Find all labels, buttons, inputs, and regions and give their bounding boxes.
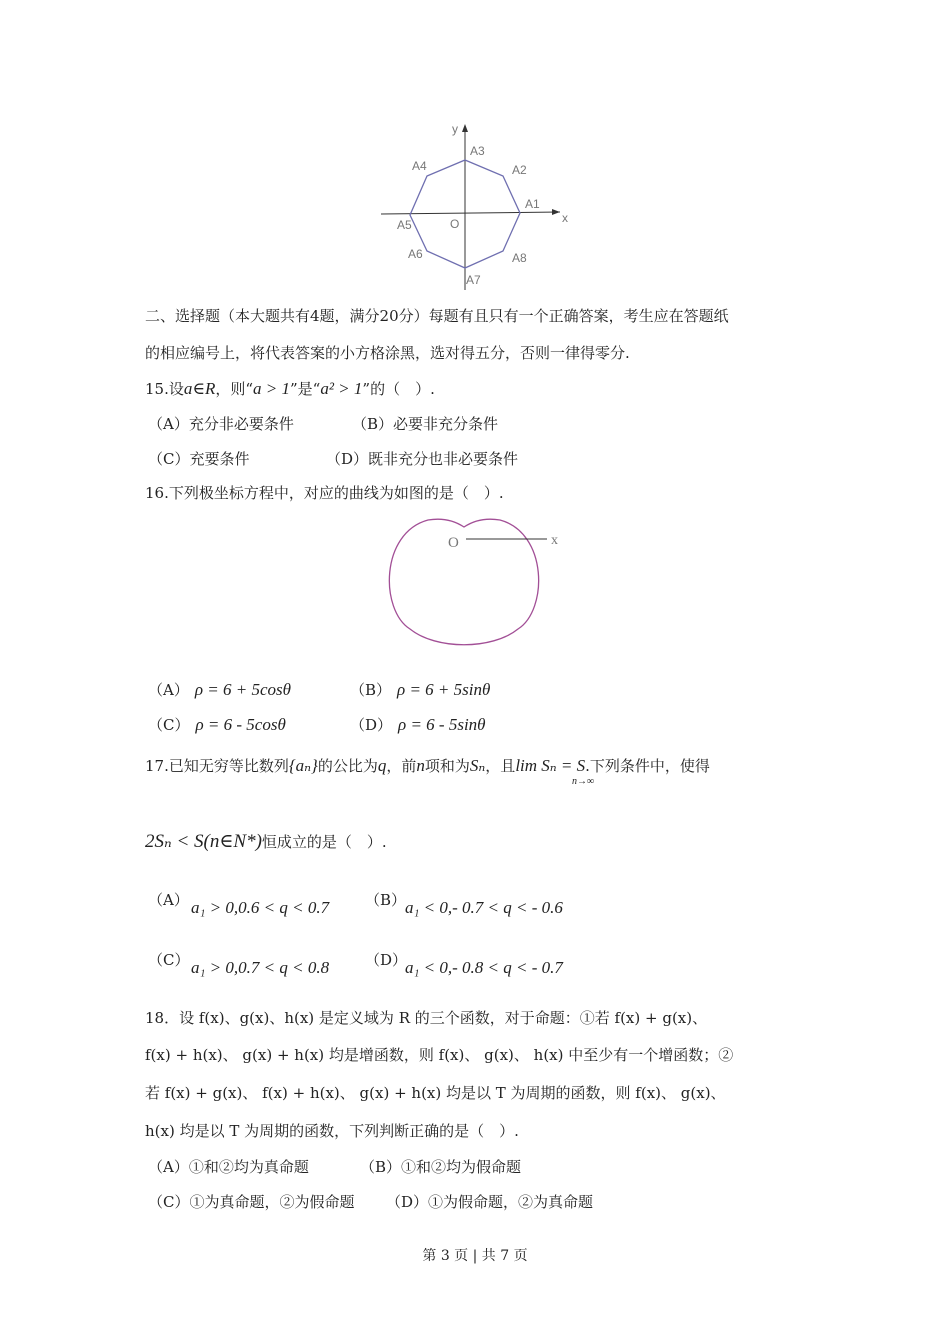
question-18-line2: f(x) + h(x)、 g(x) + h(x) 均是增函数，则 f(x)、 g(x)、 h(x) 中至少有一个增函数；② <box>145 1046 734 1064</box>
q17-option-a-label: （A） <box>148 891 189 909</box>
q18-option-b: （B）①和②均为假命题 <box>360 1158 522 1176</box>
question-15-stem: 15.设a∈R，则“a > 1”是“a² > 1”的（ ）. <box>145 379 435 398</box>
question-18-line4: h(x) 均是以 T 为周期的函数，下列判断正确的是（ ）. <box>145 1122 519 1140</box>
vertex-label-a6: A6 <box>408 247 423 261</box>
q16-option-c: （C） ρ = 6 - 5cosθ <box>148 715 286 734</box>
section-header-line2: 的相应编号上，将代表答案的小方格涂黑，选对得五分，否则一律得零分. <box>145 344 630 362</box>
q17-option-b-label: （B） <box>365 891 407 909</box>
q17-option-b: a₁ < 0,- 0.7 < q < - 0.6 <box>405 898 563 917</box>
q15-option-b: （B）必要非充分条件 <box>352 415 499 433</box>
origin-label: O <box>450 217 460 231</box>
question-18-line3: 若 f(x) + g(x)、 f(x) + h(x)、 g(x) + h(x) 均是以 T 为周期的函数，则 f(x)、 g(x)、 <box>145 1084 726 1102</box>
q15-option-a: （A）充分非必要条件 <box>148 415 294 433</box>
q15-option-d: （D）既非充分也非必要条件 <box>326 450 519 468</box>
q16-option-d: （D） ρ = 6 - 5sinθ <box>350 715 486 734</box>
cardioid-axis-label: x <box>551 533 558 548</box>
q17-option-a: a₁ > 0,0.6 < q < 0.7 <box>191 898 330 917</box>
q17-option-d-label: （D） <box>365 951 408 969</box>
q17-option-c-label: （C） <box>148 951 190 969</box>
axis-y-label: y <box>452 122 458 136</box>
vertex-label-a3: A3 <box>470 144 485 158</box>
page-footer: 第 3 页 | 共 7 页 <box>422 1248 528 1264</box>
q17-option-c: a₁ > 0,0.7 < q < 0.8 <box>191 958 330 977</box>
q16-option-a: （A） ρ = 6 + 5cosθ <box>148 680 291 699</box>
cardioid-origin-label: O <box>448 535 459 551</box>
vertex-label-a7: A7 <box>466 273 481 287</box>
question-17-stem: 17.已知无穷等比数列{aₙ}的公比为q，前n项和为Sₙ，且lim Sₙ = S.下列条件中，使得 <box>145 756 710 775</box>
limit-subscript: n→∞ <box>572 776 595 787</box>
q16-option-b: （B） ρ = 6 + 5sinθ <box>350 680 491 699</box>
q17-option-d: a₁ < 0,- 0.8 < q < - 0.7 <box>405 958 563 977</box>
vertex-label-a8: A8 <box>512 251 527 265</box>
q18-option-d: （D）①为假命题，②为真命题 <box>386 1193 594 1211</box>
q15-option-c: （C）充要条件 <box>148 450 250 468</box>
cardioid-figure <box>0 0 950 660</box>
question-17-condition: 2Sₙ < S(n∈N*)恒成立的是（ ）. <box>145 831 387 852</box>
q18-option-a: （A）①和②均为真命题 <box>148 1158 309 1176</box>
axis-x-label: x <box>562 211 568 225</box>
q18-option-c: （C）①为真命题，②为假命题 <box>148 1193 355 1211</box>
vertex-label-a1: A1 <box>525 197 540 211</box>
vertex-label-a5: A5 <box>397 218 412 232</box>
section-header-line1: 二、选择题（本大题共有4题，满分20分）每题有且只有一个正确答案，考生应在答题纸 <box>145 307 729 325</box>
question-16-stem: 16.下列极坐标方程中，对应的曲线为如图的是（ ）. <box>145 484 504 502</box>
question-18-line1: 18．设 f(x)、g(x)、h(x) 是定义域为 R 的三个函数，对于命题：①若 f(x) + g(x)、 <box>145 1009 708 1027</box>
vertex-label-a4: A4 <box>412 159 427 173</box>
vertex-label-a2: A2 <box>512 163 527 177</box>
